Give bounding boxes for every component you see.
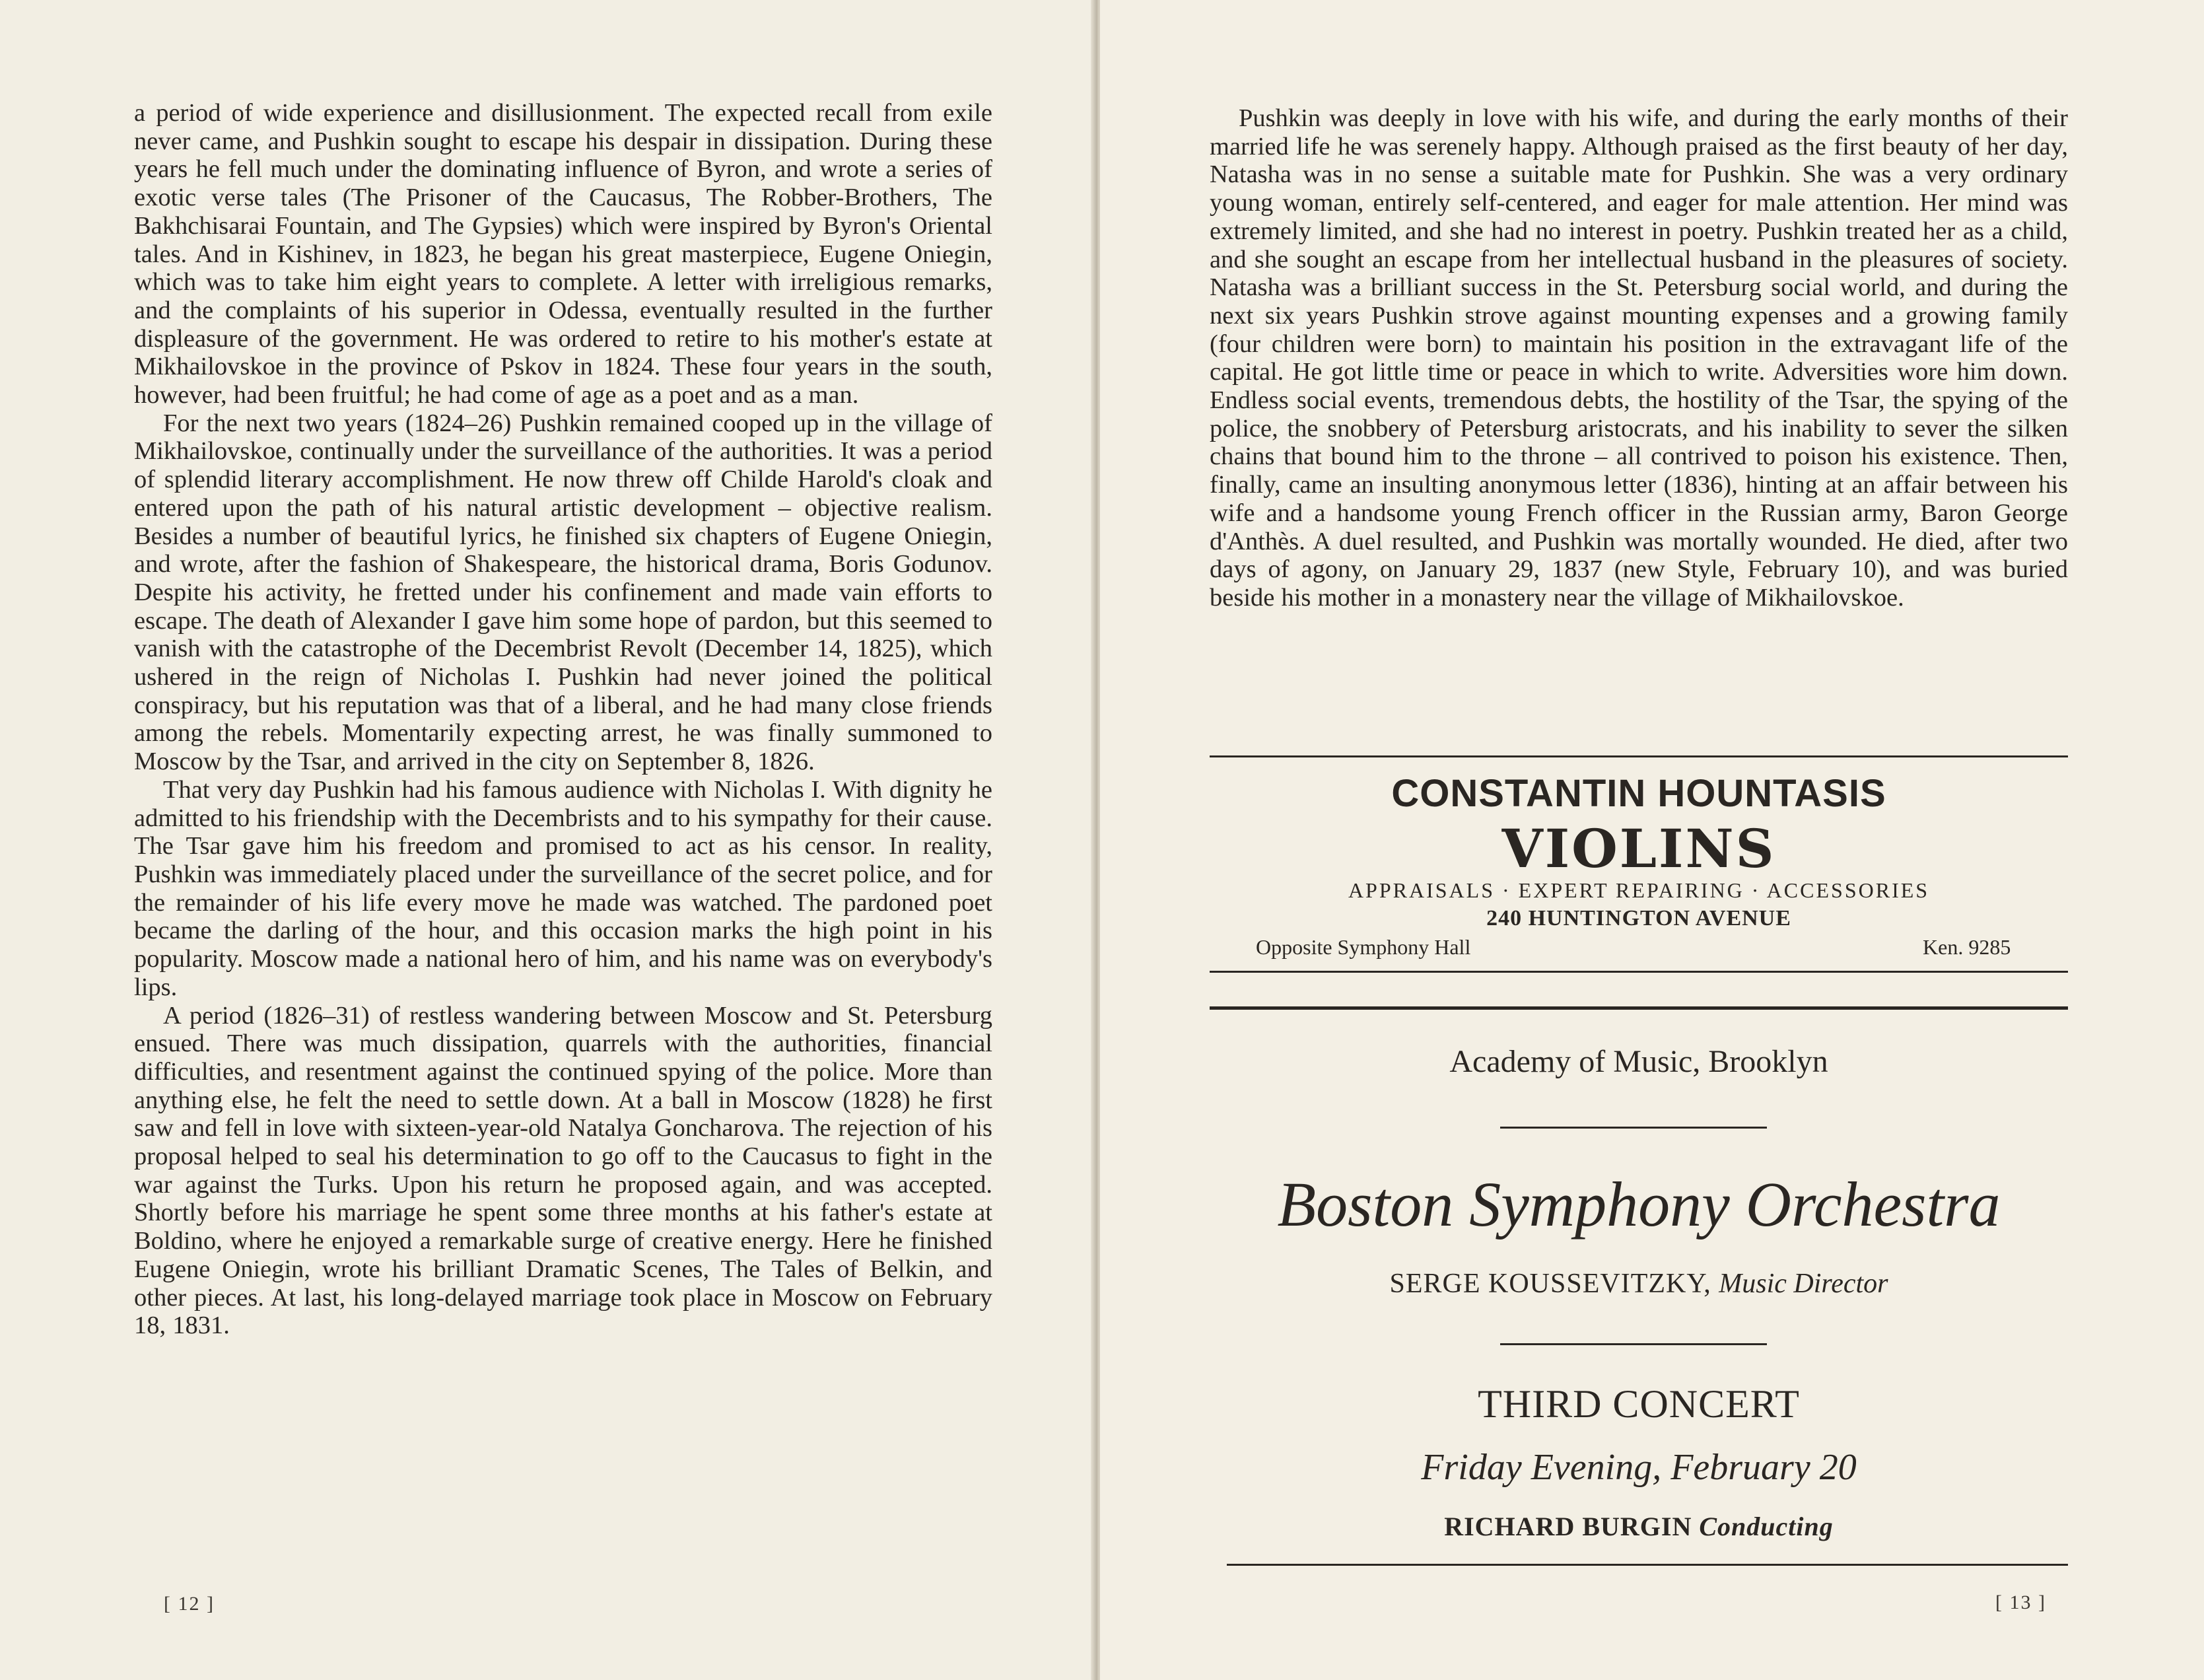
left-paragraph-1: a period of wide experience and disillusionment. The expected recall from exile never came, and Pushkin sought to escape his despair in dissipation. During these years he fell much under the dominating influence of Byron, and wrote a series of exotic verse tales (The Prisoner of the Caucasus, The Robber-Brothers, The Bakhchisarai Fountain, and The Gypsies) which were inspired by Byron's Oriental tales. And in Kishinev, in 1823, he began his great masterpiece, Eugene Oniegin, which was to take him eight years to complete. A letter with irreligious remarks, and the complaints of his superior in Odessa, eventually resulted in the further displeasure of the government. He was ordered to retire to his mother's estate at Mikhailovskoe in the province of Pskov in 1824. These four years in the south, however, had been fruitful; he had come of age as a poet and as a man. (134, 99, 992, 409)
short-rule-2 (1500, 1343, 1767, 1345)
left-text-column (134, 99, 992, 1340)
ad-services: APPRAISALS · EXPERT REPAIRING · ACCESSORIES (1348, 878, 1930, 902)
ad-product-heading: VIOLINS (1501, 818, 1776, 880)
conductor-name: RICHARD BURGIN (1444, 1512, 1692, 1541)
short-rule-1 (1500, 1127, 1767, 1129)
ad-address: 240 HUNTINGTON AVENUE (1486, 906, 1791, 930)
concert-date: Friday Evening, February 20 (1421, 1447, 1857, 1488)
conductor-line (1210, 1511, 2068, 1542)
orchestra-title: Boston Symphony Orchestra (1277, 1169, 2001, 1240)
program-top-rule (1210, 1006, 2068, 1010)
concert-title: THIRD CONCERT (1478, 1382, 1800, 1426)
ad-top-rule (1210, 755, 2068, 757)
left-paragraph-2: For the next two years (1824–26) Pushkin remained cooped up in the village of Mikhailovskoe, continually under the surveillance of the authorities. It was a period of splendid literary accomplishment. He now threw off Childe Harold's cloak and entered upon the path of his natural artistic development – objective realism. Besides a number of beautiful lyrics, he finished six chapters of Eugene Oniegin, and wrote, after the fashion of Shakespeare, the historical drama, Boris Godunov. Despite his activity, he fretted under his confinement and made vain efforts to escape. The death of Alexander I gave him some hope of pardon, but this seemed to vanish with the catastrophe of the Decembrist Revolt (December 14, 1825), which ushered in the reign of Nicholas I. Pushkin had never joined the political conspiracy, but his reputation was that of a liberal, and he had many close friends among the rebels. Momentarily expecting arrest, he was finally summoned to Moscow by the Tsar, and arrived in the city on September 8, 1826. (134, 409, 992, 776)
venue-title: Academy of Music, Brooklyn (1449, 1044, 1828, 1079)
left-paragraph-4: A period (1826–31) of restless wandering between Moscow and St. Petersburg ensued. There was much dissipation, quarrels with the authorities, financial difficulties, and resentment against the continued spying of the police. More than anything else, he felt the need to settle down. At a ball in Moscow (1828) he first saw and fell in love with sixteen-year-old Natalya Goncharova. The rejection of his proposal helped to seal his determination to go off to the Caucasus to fight in the war against the Turks. Upon his return he proposed again, and was accepted. Shortly before his marriage he spent some three months at his father's estate at Boldino, where he enjoyed a remarkable surge of creative energy. Here he finished Eugene Oniegin, wrote his brilliant Dramatic Scenes, The Tales of Belkin, and other pieces. At last, his long-delayed marriage took place in Moscow on February 18, 1831. (134, 1001, 992, 1340)
ad-bottom-rule (1210, 971, 2068, 973)
music-director-line (1210, 1268, 2068, 1300)
conductor-role: Conducting (1699, 1512, 1834, 1541)
ad-location: Opposite Symphony Hall (1256, 935, 1471, 959)
ad-business-name: CONSTANTIN HOUNTASIS (1391, 772, 1886, 815)
left-paragraph-3: That very day Pushkin had his famous audience with Nicholas I. With dignity he admitted to his friendship with the Decembrists and to his sympathy for their cause. The Tsar gave him his freedom and promised to act as his censor. In reality, Pushkin was immediately placed under the surveillance of the secret police, and for the remainder of his life every move he made was watched. The pardoned poet became the darling of the hour, and this occasion marks the high point in his popularity. Moscow made a national hero of him, and his name was on everybody's lips. (134, 775, 992, 1001)
right-paragraph: Pushkin was deeply in love with his wife, and during the early months of their married life he was serenely happy. Although praised as the first beauty of her day, Natasha was in no sense a suitable mate for Pushkin. She was a very ordinary young woman, entirely self-centered, and eager for male attention. Her mind was extremely limited, and she had no interest in poetry. Pushkin treated her as a child, and she sought an escape from her intellectual husband in the pleasures of society. Natasha was a brilliant success in the St. Petersburg social world, and during the next six years Pushkin strove against mounting expenses and a growing family (four children were born) to maintain his position in the extravagant life of the capital. He got little time or peace in which to write. Adversities wore him down. Endless social events, tremendous debts, the hostility of the Tsar, the spying of the police, the snobbery of Petersburg aristocrats, and his inability to sever the silken chains that bound him to the throne – all contrived to poison his existence. Then, finally, came an insulting anonymous letter (1836), hinting at an affair between his wife and a handsome young French officer in the Russian army, Baron George d'Anthès. A duel resulted, and Pushkin was mortally wounded. He died, after two days of agony, on January 29, 1837 (new Style, February 10), and was buried beside his mother in a monastery near the village of Mikhailovskoe. (1210, 104, 2068, 612)
page-number-left: [ 12 ] (164, 1593, 215, 1615)
ad-phone: Ken. 9285 (1923, 935, 2011, 959)
director-name: SERGE KOUSSEVITZKY, (1389, 1269, 1711, 1299)
program-bottom-rule (1227, 1564, 2068, 1566)
right-text-column (1210, 104, 2068, 612)
page-number-right: [ 13 ] (1995, 1592, 2046, 1613)
director-title: Music Director (1719, 1269, 1888, 1299)
left-page (0, 0, 1096, 1680)
